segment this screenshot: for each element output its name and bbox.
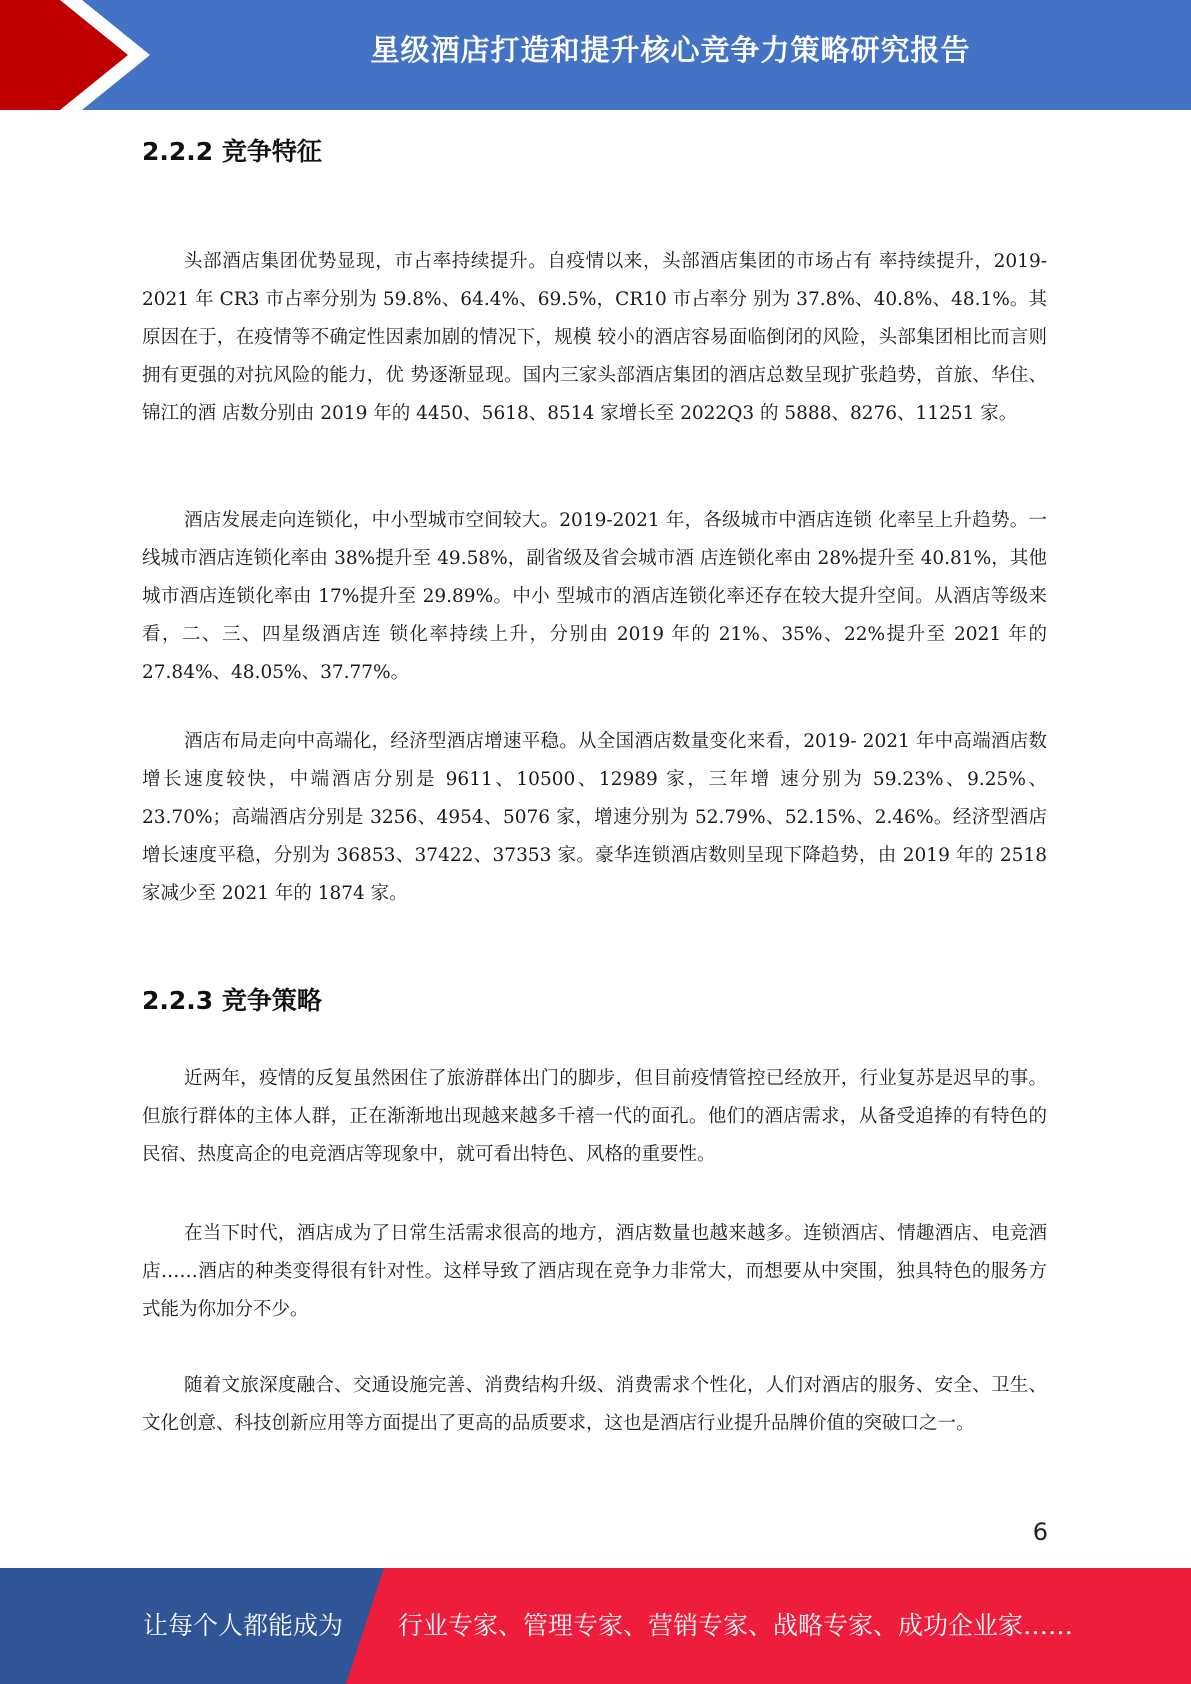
page-header bbox=[0, 0, 1191, 110]
paragraph-head-groups: 头部酒店集团优势显现，市占率持续提升。自疫情以来，头部酒店集团的市场占有 率持续提升，2019-2021 年 CR3 市占率分别为 59.8%、64.4%、69.5%，CR10 市占率分 别为 37.8%、40.8%、48.1%。其原因在于，在疫情等不确定性因素加剧的情况下，规模 较小的酒店容易面临倒闭的风险，头部集团相比而言则拥有更强的对抗风险的能力，优 势逐渐显现。国内三家头部酒店集团的酒店总数呈现扩张趋势，首旅、华住、锦江的酒 店数分别由 2019 年的 4450、5618、8514 家增长至 2022Q3 的 5888、8276、11251 家。 bbox=[142, 251, 1047, 424]
section-heading-competition-strategy: 2.2.3 竞争策略 bbox=[142, 986, 322, 1015]
paragraph-mid-high-end: 酒店布局走向中高端化，经济型酒店增速平稳。从全国酒店数量变化来看，2019- 2021 年中高端酒店数增长速度较快，中端酒店分别是 9611、10500、12989 家，三年增 速分别为 59.23%、9.25%、23.70%；高端酒店分别是 3256、4954、5076 家，增速分别为 52.79%、52.15%、2.46%。经济型酒店增长速度平稳，分别为 36853、37422、37353 家。豪华连锁酒店数则呈现下降趋势，由 2019 年的 2518 家减少至 2021 年的 1874 家。 bbox=[142, 731, 1047, 904]
paragraph-quality-demands: 随着文旅深度融合、交通设施完善、消费结构升级、消费需求个性化，人们对酒店的服务、安全、卫生、文化创意、科技创新应用等方面提出了更高的品质要求，这也是酒店行业提升品牌价值的突破口之一。 bbox=[142, 1375, 1047, 1434]
footer-slogan-right: 行业专家、管理专家、营销专家、战略专家、成功企业家…… bbox=[398, 1611, 1074, 1640]
page-number: 6 bbox=[1032, 1518, 1048, 1546]
report-title: 星级酒店打造和提升核心竞争力策略研究报告 bbox=[370, 33, 971, 67]
page-footer bbox=[0, 1568, 1191, 1684]
paragraph-millennials: 近两年，疫情的反复虽然困住了旅游群体出门的脚步，但目前疫情管控已经放开，行业复苏是迟早的事。但旅行群体的主体人群，正在渐渐地出现越来越多千禧一代的面孔。他们的酒店需求，从备受追捧的有特色的民宿、热度高企的电竞酒店等现象中，就可看出特色、风格的重要性。 bbox=[142, 1068, 1047, 1165]
paragraph-hotel-types: 在当下时代，酒店成为了日常生活需求很高的地方，酒店数量也越来越多。连锁酒店、情趣酒店、电竞酒店……酒店的种类变得很有针对性。这样导致了酒店现在竞争力非常大，而想要从中突围，独具特色的服务方式能为你加分不少。 bbox=[142, 1223, 1047, 1320]
section-heading-competition-features: 2.2.2 竞争特征 bbox=[142, 137, 322, 166]
paragraph-chain: 酒店发展走向连锁化，中小型城市空间较大。2019-2021 年，各级城市中酒店连锁 化率呈上升趋势。一线城市酒店连锁化率由 38%提升至 49.58%，副省级及省会城市酒 店连锁化率由 28%提升至 40.81%，其他城市酒店连锁化率由 17%提升至 29.89%。中小 型城市的酒店连锁化率还存在较大提升空间。从酒店等级来看，二、三、四星级酒店连 锁化率持续上升，分别由 2019 年的 21%、35%、22%提升至 2021 年的 27.84%、48.05%、37.77%。 bbox=[142, 510, 1047, 683]
footer-slogan-left: 让每个人都能成为 bbox=[143, 1611, 344, 1640]
